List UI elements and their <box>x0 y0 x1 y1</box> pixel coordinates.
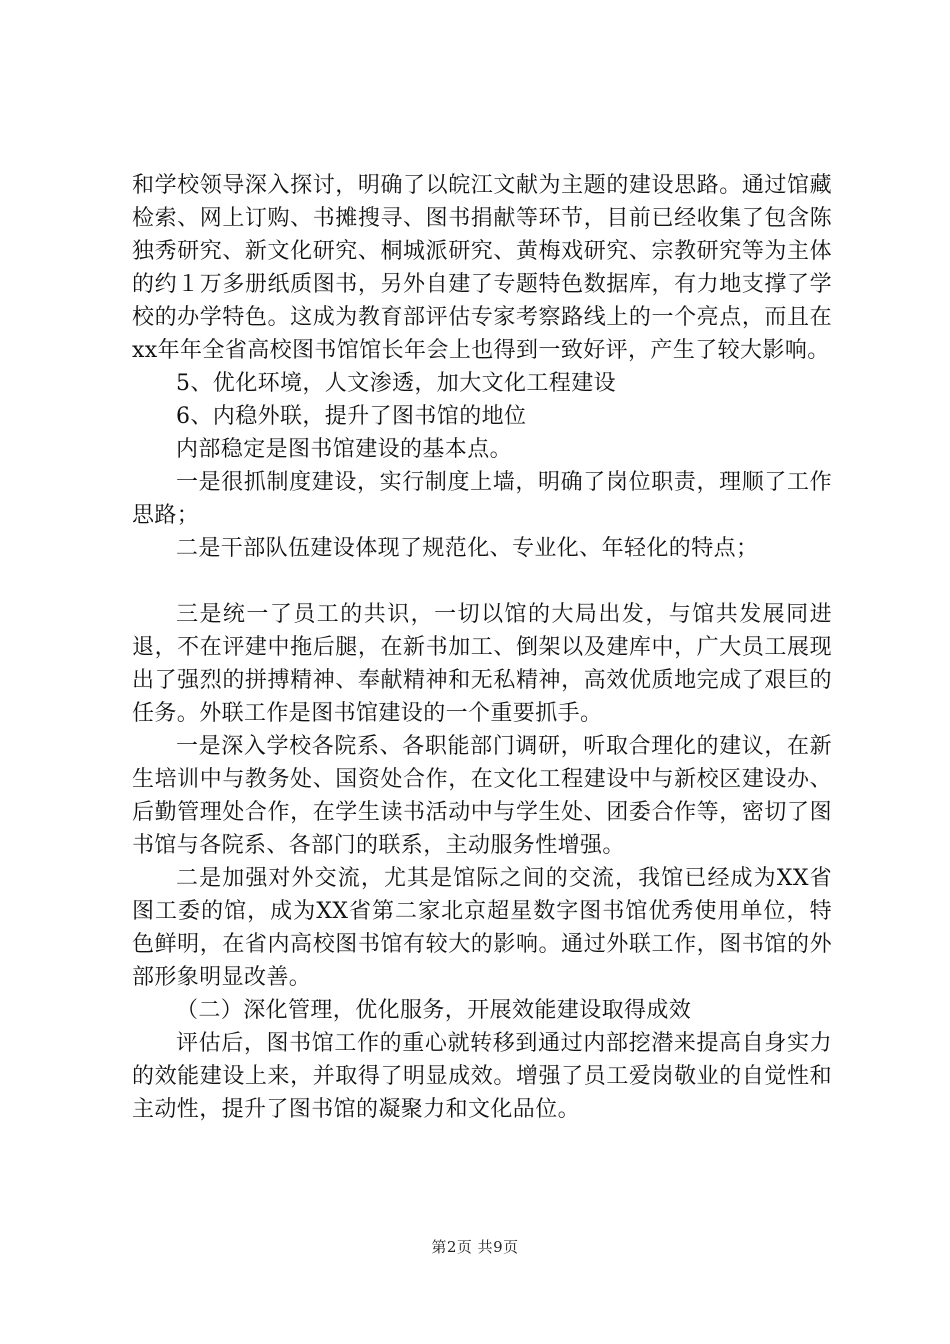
paragraph-point-two-staff: 二是干部队伍建设体现了规范化、专业化、年轻化的特点； <box>176 536 759 561</box>
document-body <box>132 169 832 1126</box>
paragraph-point-two-exchange: 二是加强对外交流，尤其是馆际之间的交流，我馆已经成为XX省图工委的馆，成为XX省第二家北京超星数字图书馆优秀使用单位，特色鲜明，在省内高校图书馆有较大的影响。通过外联工作，图书馆的外部形象明显改善。 <box>132 866 832 990</box>
heading-item-6: 6、内稳外联，提升了图书馆的地位 <box>176 404 527 429</box>
paragraph-point-one-research: 一是深入学校各院系、各职能部门调研，听取合理化的建议，在新生培训中与教务处、国资处合作，在文化工程建设中与新校区建设办、后勤管理处合作，在学生读书活动中与学生处、团委合作等，密切了图书馆与各院系、各部门的联系，主动服务性增强。 <box>132 734 832 858</box>
paragraph-wanjiang-literature: 和学校领导深入探讨，明确了以皖江文献为主题的建设思路。通过馆藏检索、网上订购、书摊搜寻、图书捐献等环节，目前已经收集了包含陈独秀研究、新文化研究、桐城派研究、黄梅戏研究、宗教研究等为主体的约１万多册纸质图书，另外自建了专题特色数据库，有力地支撑了学校的办学特色。这成为教育部评估专家考察路线上的一个亮点，而且在xx年年全省高校图书馆馆长年会上也得到一致好评，产生了较大影响。 <box>132 173 832 363</box>
paragraph-point-one-system: 一是很抓制度建设，实行制度上墙，明确了岗位职责，理顺了工作思路； <box>132 470 832 528</box>
section-heading-management: （二）深化管理，优化服务，开展效能建设取得成效 <box>176 998 692 1023</box>
heading-item-5: 5、优化环境，人文渗透，加大文化工程建设 <box>176 371 616 396</box>
paragraph-spacer <box>132 565 832 598</box>
paragraph-internal-stability: 内部稳定是图书馆建设的基本点。 <box>176 437 513 462</box>
page-footer: 第2页 共9页 <box>431 1238 519 1256</box>
paragraph-point-three-consensus: 三是统一了员工的共识，一切以馆的大局出发，与馆共发展同进退，不在评建中拖后腿，在新书加工、倒架以及建库中，广大员工展现出了强烈的拼搏精神、奉献精神和无私精神，高效优质地完成了艰巨的任务。外联工作是图书馆建设的一个重要抓手。 <box>132 602 832 726</box>
paragraph-after-evaluation: 评估后，图书馆工作的重心就转移到通过内部挖潜来提高自身实力的效能建设上来，并取得了明显成效。增强了员工爱岗敬业的自觉性和主动性，提升了图书馆的凝聚力和文化品位。 <box>132 1031 832 1122</box>
